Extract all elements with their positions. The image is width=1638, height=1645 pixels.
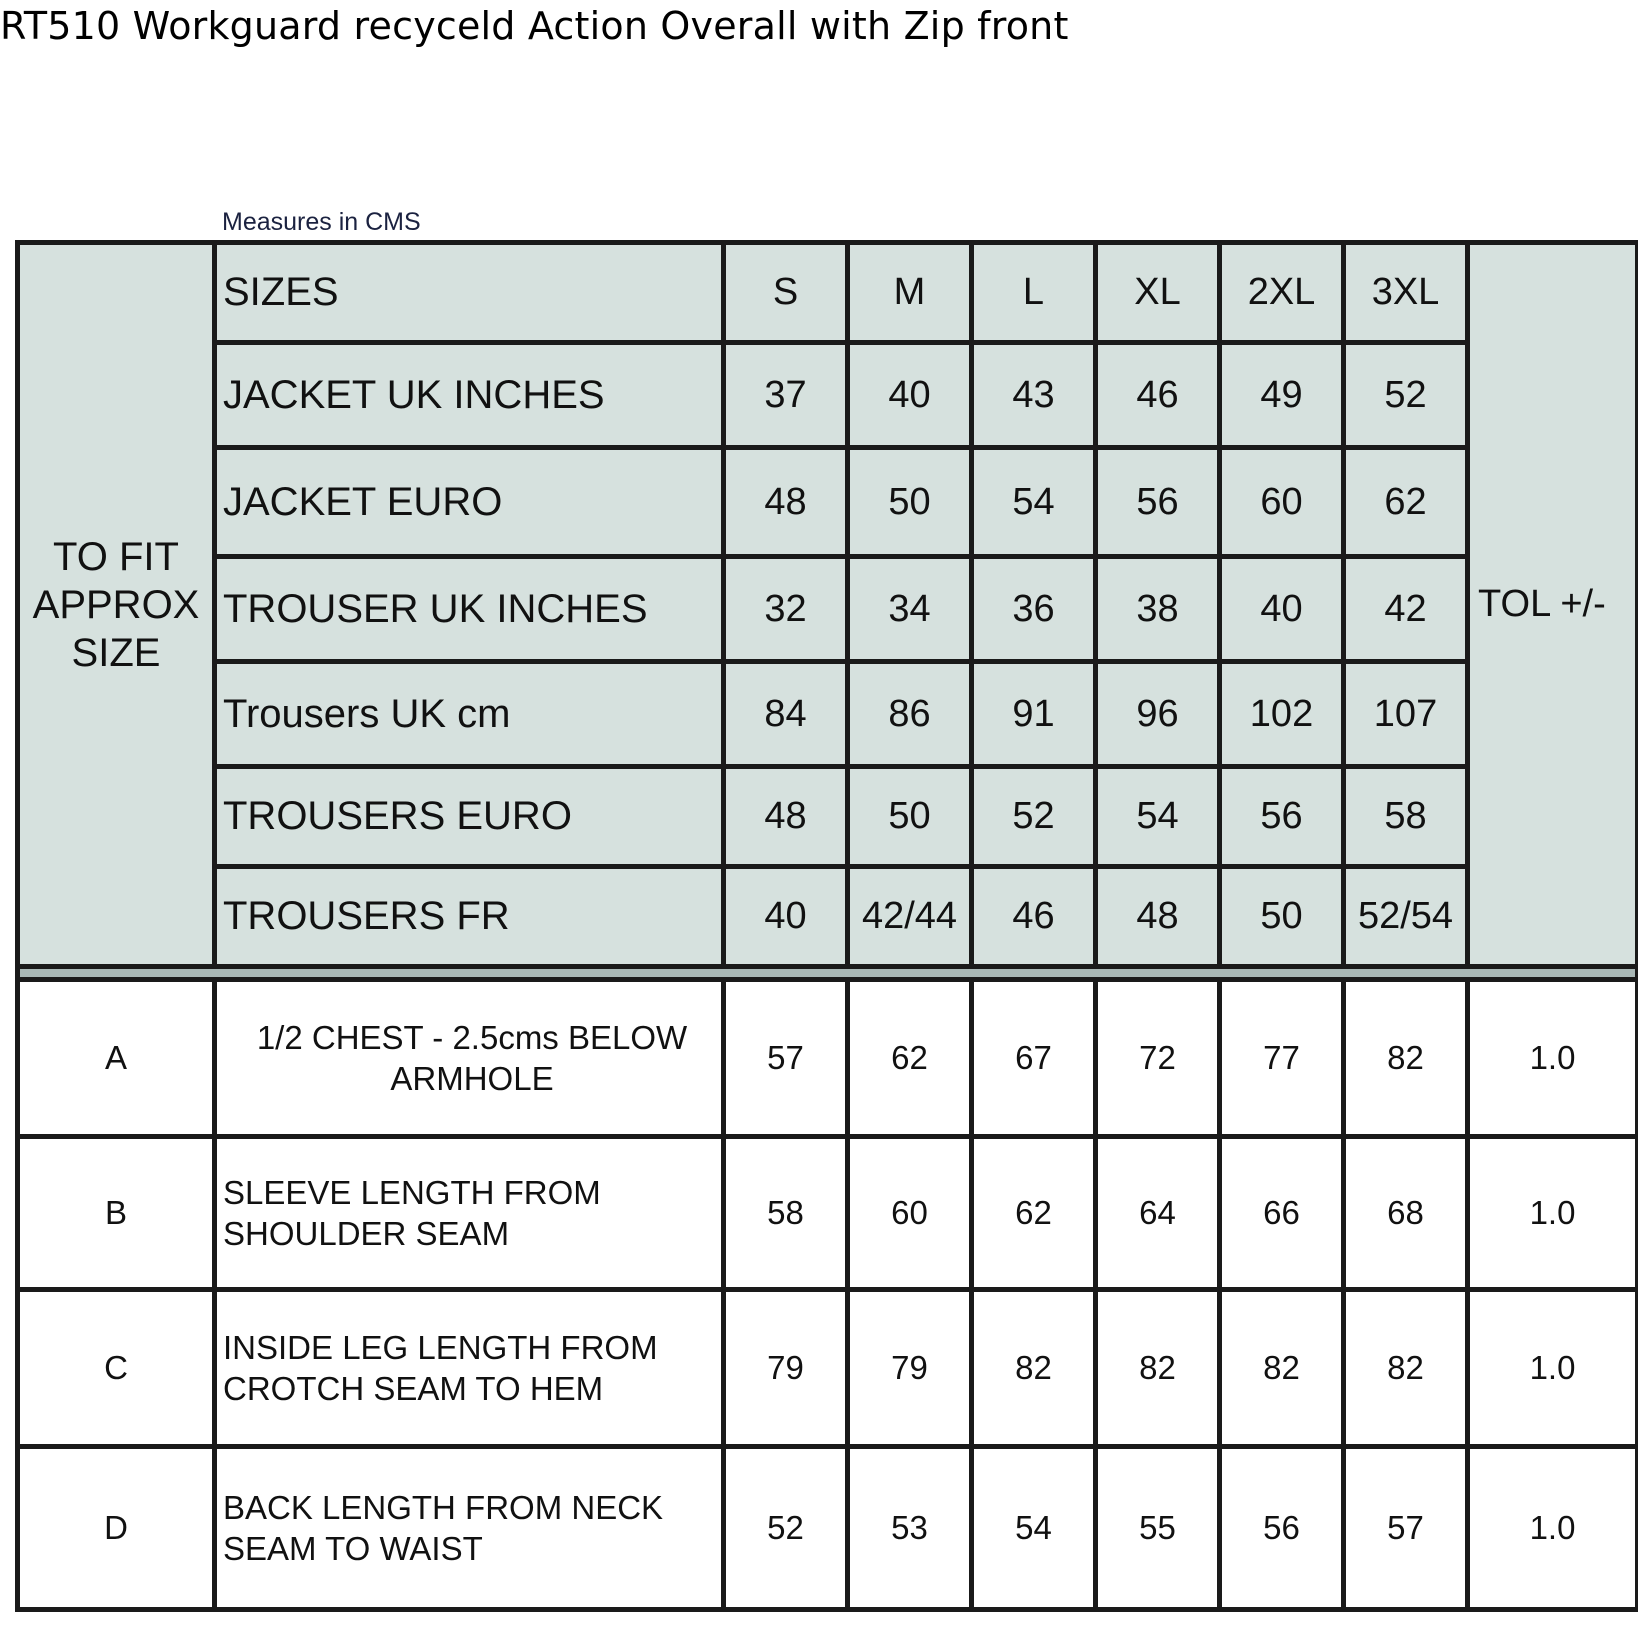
page-title: RT510 Workguard recyceld Action Overall with Zip front: [0, 4, 1069, 48]
measure-description-line: 1/2 CHEST - 2.5cms BELOW: [256, 1018, 688, 1056]
measure-row: [18, 1290, 1638, 1447]
measure-description-line: BACK LENGTH FROM NECK: [223, 1488, 664, 1526]
size-header-cell: S: [724, 243, 848, 343]
measure-value-cell: 56: [1220, 1447, 1344, 1610]
measure-row: [18, 980, 1638, 1137]
measure-value-cell: 55: [1096, 1447, 1220, 1610]
side-label-line: APPROX: [32, 582, 200, 627]
measure-value-cell: 62: [972, 1137, 1096, 1290]
size-table: [15, 240, 1638, 1612]
fit-value-cell: 56: [1096, 448, 1220, 557]
measure-code: C: [18, 1290, 215, 1447]
measure-code: B: [18, 1137, 215, 1290]
fit-row-label: JACKET EURO: [215, 448, 724, 557]
measure-description-line: SEAM TO WAIST: [223, 1530, 483, 1567]
measure-value-cell: 79: [848, 1290, 972, 1447]
fit-value-cell: 38: [1096, 557, 1220, 662]
measure-description-line: SLEEVE LENGTH FROM: [223, 1173, 601, 1211]
measure-value-cell: 72: [1096, 980, 1220, 1137]
measure-value-cell: 58: [724, 1137, 848, 1290]
fit-value-cell: 43: [972, 343, 1096, 448]
fit-value-cell: 50: [848, 448, 972, 557]
size-header-cell: 3XL: [1344, 243, 1468, 343]
measure-code: D: [18, 1447, 215, 1610]
measure-description-line: ARMHOLE: [390, 1060, 554, 1097]
fit-value-cell: 48: [724, 448, 848, 557]
fit-row-label: JACKET UK INCHES: [215, 343, 724, 448]
fit-row: [18, 557, 1638, 662]
measure-value-cell: 77: [1220, 980, 1344, 1137]
measure-value-cell: 64: [1096, 1137, 1220, 1290]
measure-value-cell: 82: [1096, 1290, 1220, 1447]
tolerance-cell: 1.0: [1468, 1447, 1638, 1610]
to-fit-approx-size-cell: [18, 243, 215, 967]
measure-description: [215, 1290, 724, 1447]
tolerance-cell: 1.0: [1468, 980, 1638, 1137]
fit-row: [18, 867, 1638, 967]
fit-row: [18, 767, 1638, 867]
measure-row: [18, 1447, 1638, 1610]
measure-description: [215, 1447, 724, 1610]
fit-value-cell: 96: [1096, 662, 1220, 767]
measure-value-cell: 54: [972, 1447, 1096, 1610]
separator-cell: [18, 967, 1638, 980]
fit-value-cell: 60: [1220, 448, 1344, 557]
fit-value-cell: 42/44: [848, 867, 972, 967]
sizes-header: SIZES: [215, 243, 724, 343]
fit-value-cell: 40: [848, 343, 972, 448]
fit-value-cell: 54: [972, 448, 1096, 557]
size-header-cell: 2XL: [1220, 243, 1344, 343]
fit-value-cell: 102: [1220, 662, 1344, 767]
measure-value-cell: 79: [724, 1290, 848, 1447]
fit-value-cell: 62: [1344, 448, 1468, 557]
fit-value-cell: 49: [1220, 343, 1344, 448]
size-header-cell: M: [848, 243, 972, 343]
tolerance-cell: 1.0: [1468, 1290, 1638, 1447]
fit-row-label: TROUSERS EURO: [215, 767, 724, 867]
measure-value-cell: 68: [1344, 1137, 1468, 1290]
measure-value-cell: 66: [1220, 1137, 1344, 1290]
fit-row-label: Trousers UK cm: [215, 662, 724, 767]
side-label-line: TO FIT: [53, 534, 179, 579]
fit-value-cell: 50: [1220, 867, 1344, 967]
fit-value-cell: 36: [972, 557, 1096, 662]
fit-value-cell: 91: [972, 662, 1096, 767]
measure-value-cell: 62: [848, 980, 972, 1137]
measure-value-cell: 82: [1220, 1290, 1344, 1447]
section-separator: [18, 967, 1638, 980]
fit-value-cell: 48: [724, 767, 848, 867]
fit-row-label: TROUSERS FR: [215, 867, 724, 967]
fit-value-cell: 32: [724, 557, 848, 662]
measure-value-cell: 82: [1344, 1290, 1468, 1447]
fit-row-label: TROUSER UK INCHES: [215, 557, 724, 662]
measure-description-line: CROTCH SEAM TO HEM: [223, 1370, 604, 1407]
measure-value-cell: 60: [848, 1137, 972, 1290]
fit-value-cell: 52: [1344, 343, 1468, 448]
fit-row: [18, 662, 1638, 767]
size-header-cell: L: [972, 243, 1096, 343]
measure-value-cell: 82: [1344, 980, 1468, 1137]
header-row: [18, 243, 1638, 343]
fit-value-cell: 84: [724, 662, 848, 767]
measure-description: [215, 1137, 724, 1290]
measure-value-cell: 57: [724, 980, 848, 1137]
fit-value-cell: 40: [1220, 557, 1344, 662]
fit-value-cell: 50: [848, 767, 972, 867]
measures-note: Measures in CMS: [222, 208, 421, 236]
fit-value-cell: 54: [1096, 767, 1220, 867]
size-chart: [15, 240, 1635, 1635]
fit-value-cell: 107: [1344, 662, 1468, 767]
size-header-cell: XL: [1096, 243, 1220, 343]
fit-value-cell: 40: [724, 867, 848, 967]
measure-value-cell: 67: [972, 980, 1096, 1137]
fit-value-cell: 46: [1096, 343, 1220, 448]
tolerance-cell: 1.0: [1468, 1137, 1638, 1290]
measure-code: A: [18, 980, 215, 1137]
fit-value-cell: 42: [1344, 557, 1468, 662]
tolerance-header: TOL +/-: [1468, 243, 1638, 967]
side-label-line: SIZE: [71, 630, 161, 675]
measure-description-line: SHOULDER SEAM: [223, 1215, 510, 1252]
measure-value-cell: 53: [848, 1447, 972, 1610]
fit-row: [18, 343, 1638, 448]
fit-row: [18, 448, 1638, 557]
measure-value-cell: 57: [1344, 1447, 1468, 1610]
measure-description-line: INSIDE LEG LENGTH FROM: [223, 1328, 658, 1366]
measure-description: [215, 980, 724, 1137]
measure-value-cell: 52: [724, 1447, 848, 1610]
fit-value-cell: 56: [1220, 767, 1344, 867]
fit-value-cell: 48: [1096, 867, 1220, 967]
measure-row: [18, 1137, 1638, 1290]
fit-value-cell: 46: [972, 867, 1096, 967]
fit-value-cell: 34: [848, 557, 972, 662]
fit-value-cell: 58: [1344, 767, 1468, 867]
fit-value-cell: 52/54: [1344, 867, 1468, 967]
fit-value-cell: 86: [848, 662, 972, 767]
fit-value-cell: 37: [724, 343, 848, 448]
fit-value-cell: 52: [972, 767, 1096, 867]
measure-value-cell: 82: [972, 1290, 1096, 1447]
